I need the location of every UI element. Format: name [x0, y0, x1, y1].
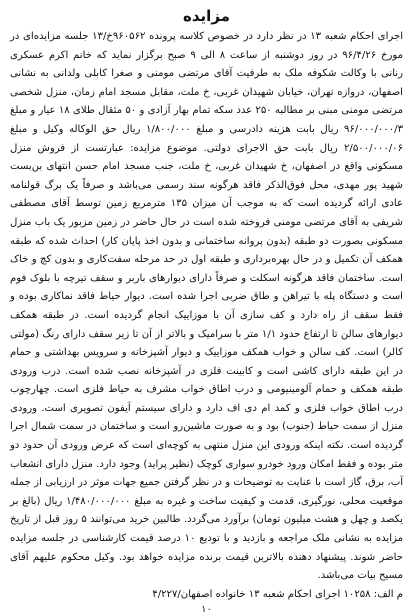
- notice-title: مزایده: [183, 7, 230, 25]
- notice-body-text: اجرای احکام شعبه ۱۳ در نظر دارد در خصوص کلاسه پرونده ۹۶۰۵۶۲خ/۱۳ جلسه مزایده‌ای در مورخ ۹۶/۴/۲۶ در روز دوشنبه از ساعت ۸ الی ۹ صبح برگزار نماید که خانم اکرم عسکری رنانی با وکالت شکوفه ملک به طرفیت آقای مرتضی مومنی و صغرا کابلی ولدانی به نشانی اصفهان، دروازه تهران، خیابان شهیدان غربی، خ ملت، مقابل مسجد امام زمان، منزل شخصی مرتضی مومنی مبنی بر مطالبه ۲۵۰ عدد سکه تمام بهار آزادی و ۵۰ مثقال طلای ۱۸ عیار و مبلغ ۹۶/۰۰۰/۰۰۰/۳ ریال بابت هزینه دادرسی و مبلغ ۱/۸۰۰/۰۰۰ ریال حق الوکاله وکیل و مبلغ ۲/۵۰۰/۰۰۰/۰۶ ریال بابت حق الاجرای دولتی. موضوع مزایده: عبارتست از فروش منزل مسکونی واقع در اصفهان، خ شهیدان غربی، خ ملت، جنب مسجد امام حسن انتهای بن‌بست شهید پور مهدی، محل فوق‌الذکر فاقد هرگونه سند رسمی می‌باشد و صرفاً یک برگ قولنامه عادی ارائه گردیده است که به موجب آن میزان ۱۳۵ مترمربع زمین توسط آقای مصطفی شریفی به آقای مرتضی مومنی فروخته شده است در حال حاضر در زمین مزبور یک باب منزل مسکونی بصورت دو طبقه (بدون پروانه ساختمانی و بدون اخذ پایان کار) احداث شده که طبقه همکف آن تکمیل و در حال بهره‌برداری و طبقه اول در حد مرحله سفت‌کاری و بدون کچ و خاک است. ساختمان فاقد هرگونه اسکلت و صرفاً دارای دیوارهای باربر و سقف تیرچه با بلوک فوم است و دستگاه پله با تیراهن و طاق ضربی اجرا شده است. دیوار حیاط فاقد نماکاری بوده و فقط سقف از راه دارد و کف سازی آن با موزاییک انجام گردیده است. در طبقه همکف دیوارهای سالن تا ارتفاع حدود ۱/۱ متر با سرامیک و بالاتر از آن تا زیر سقف دارای رنگ (مولتی کالر) است. کف سالن و خواب همکف موزاییک و دیوار آشپزخانه و سرویس بهداشتی و حمام در این طبقه دارای کاشی است و کابینت فلزی در آشپزخانه نصب شده است. درب ورودی طبقه همکف و حمام آلومینیومی و درب اطاق خواب مشرف به حیاط فلزی است. چهارچوب درب اطاق خواب فلزی و کمد ام دی اف دارد و دارای سیستم آیفون تصویری است. ورودی منزل از سمت حیاط (جنوب) بود و به صورت ماشین‌رو است و ساختمان در سمت شمال اجرا گردیده است. نکته اینکه ورودی این منزل منتهی به کوچه‌ای است که عرض ورودی آن حدود دو متر بوده و فقط امکان ورود خودرو سواری کوچک (نظیر پراید) وجود دارد. منزل دارای انشعاب آب، برق، گاز است با عنایت به توضیحات و در نظر گرفتن جمیع جهات موثر در ارزیابی از جمله موقعیت محلی، نورگیری، قدمت و کیفیت ساخت و غیره به مبلغ ۱/۴۸۰/۰۰۰/۰۰۰ ریال (بالغ بر یکصد و چهل و هشت میلیون تومان) برآورد می‌گردد. طالبین خرید می‌توانند ۵ روز قبل از تاریخ مزایده به نشانی ملک مراجعه و بازدید و با تودیع ۱۰ درصد قیمت کارشناسی در جلسه مزایده حاضر شوند. پیشنهاد دهنده بالاترین قیمت برنده مزایده خواهد بود. وکیل محکوم علیهم آقای مسیح بیات می‌باشد.: [10, 31, 403, 582]
- notice-body: [10, 28, 403, 586]
- cutoff-text: ۱۰: [201, 604, 212, 616]
- notice-footer: م الف: ۱۰۲۵۸ اجرای احکام شعبه ۱۳ خانواده اصفهان/۴/۲۲۷: [152, 588, 403, 600]
